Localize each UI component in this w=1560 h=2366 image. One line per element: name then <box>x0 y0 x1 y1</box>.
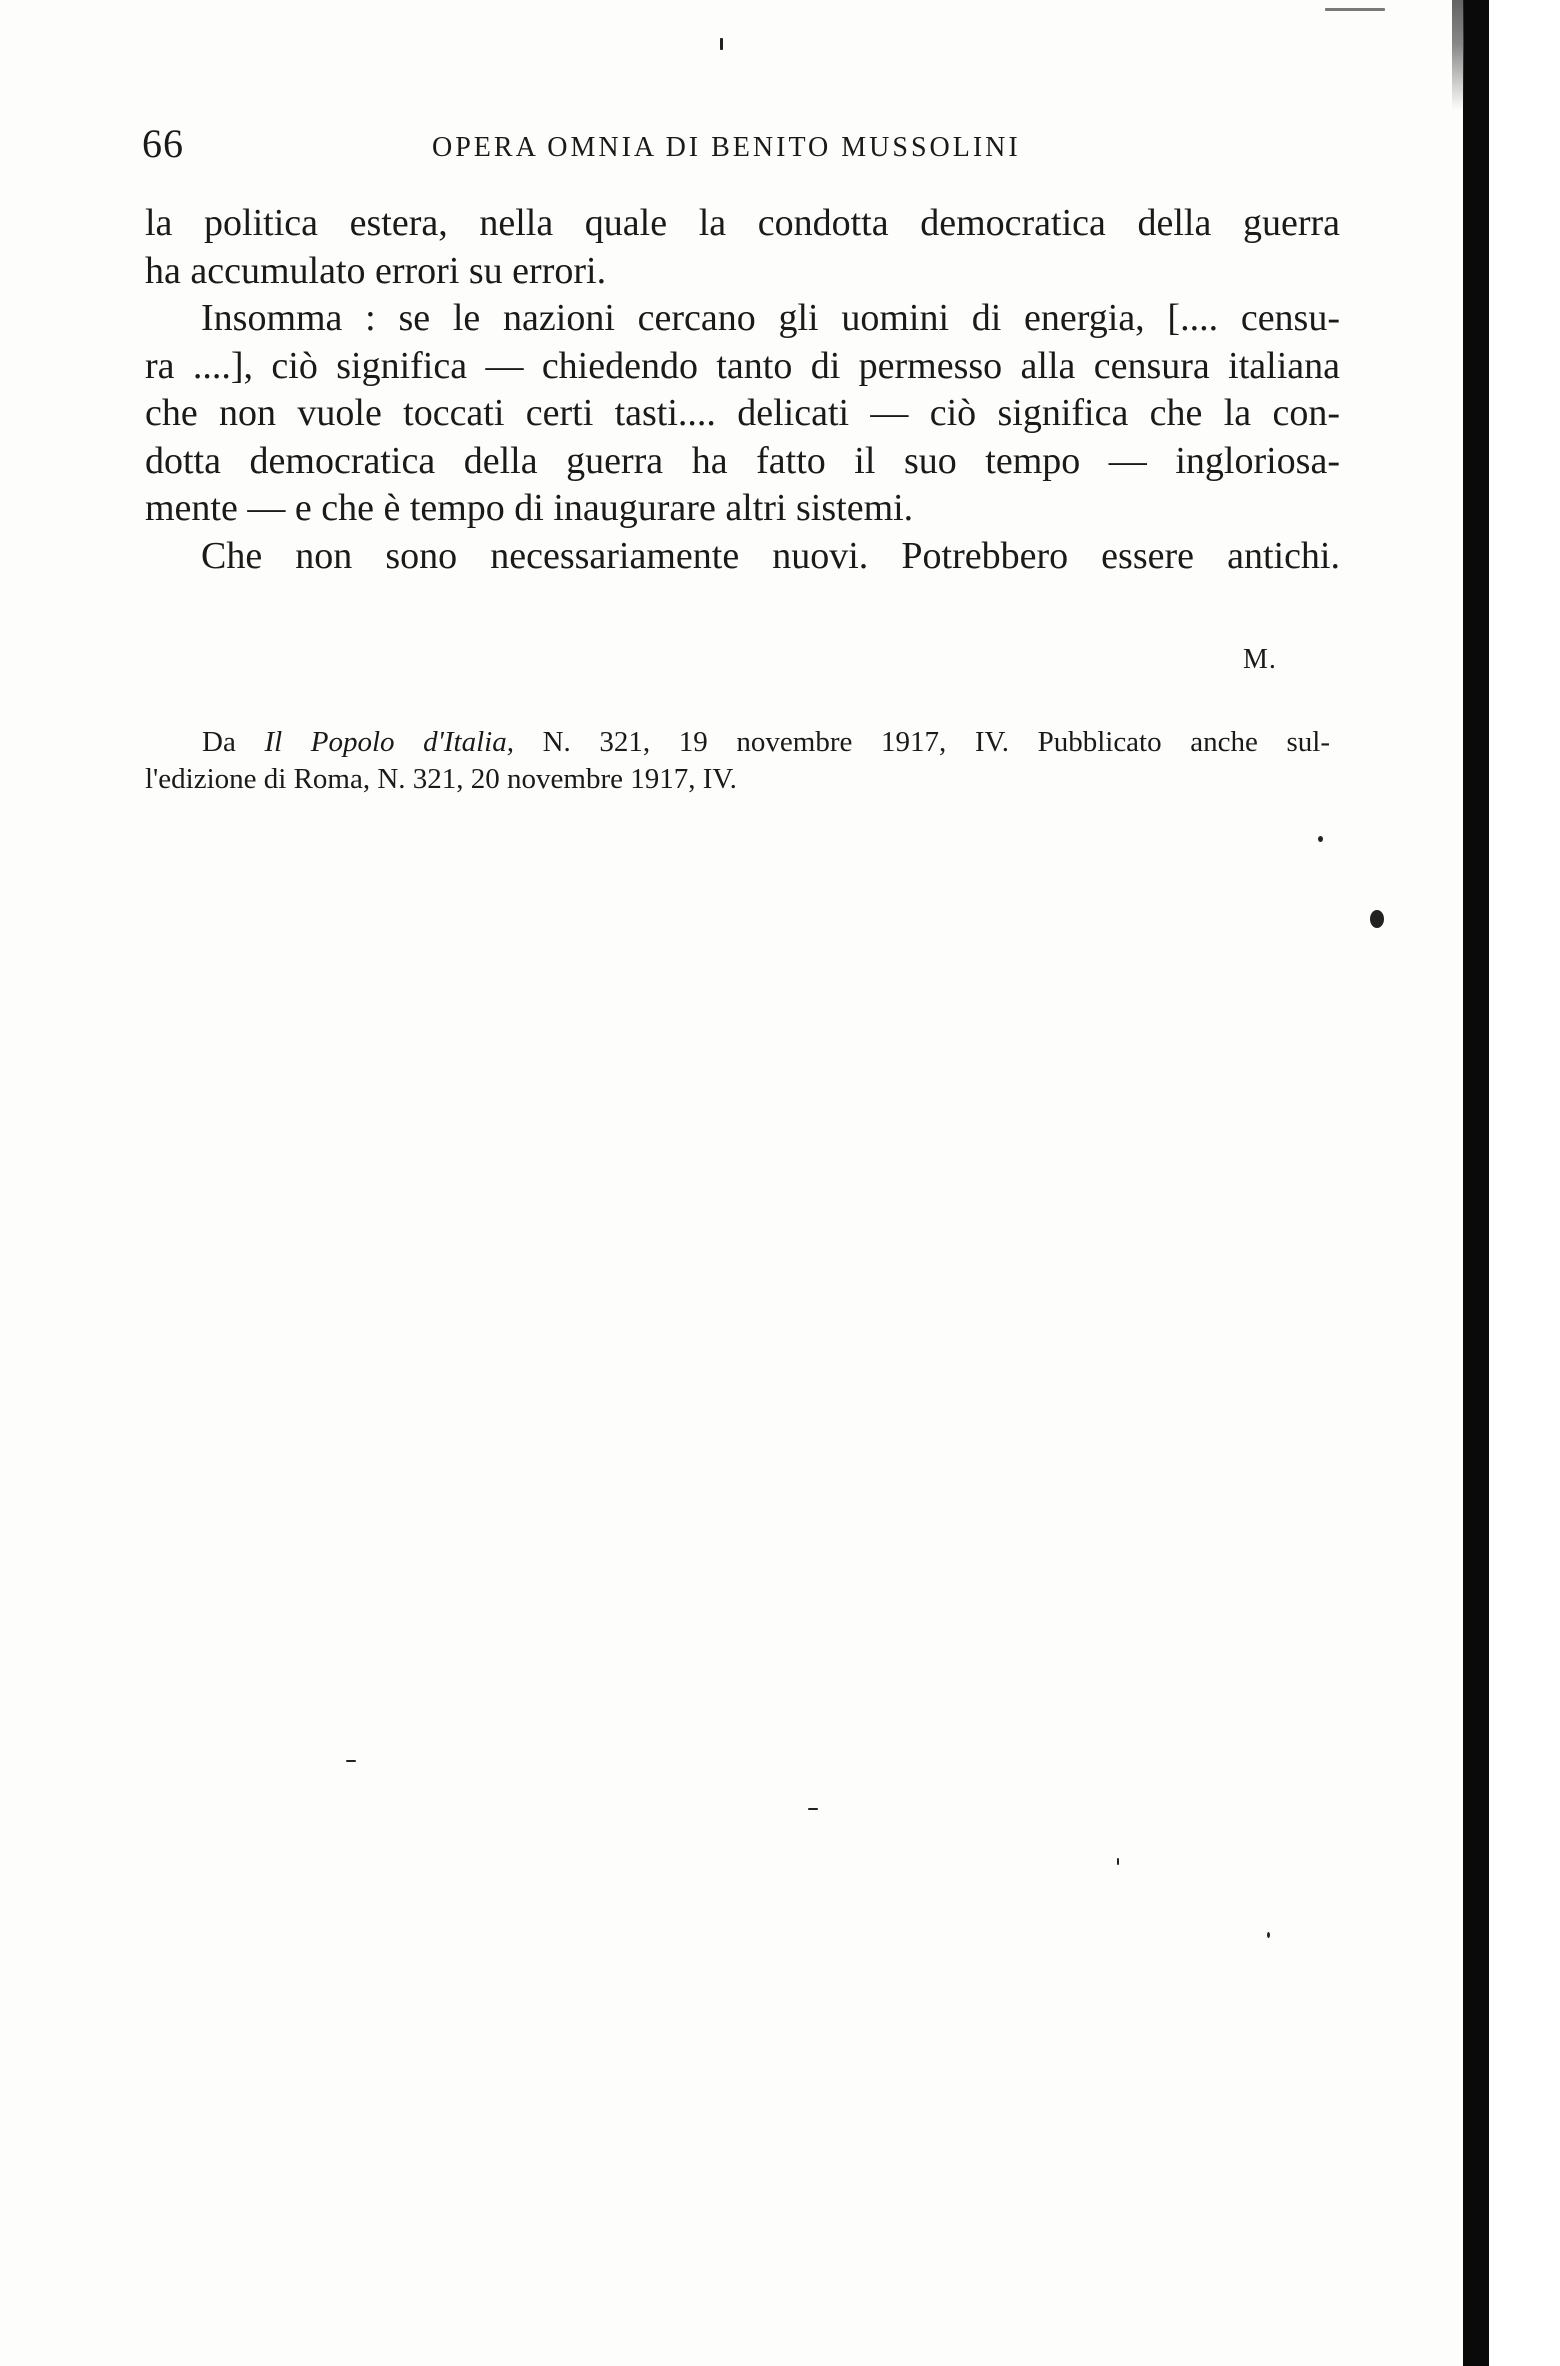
publication-title: Il Popolo d'Italia, <box>264 726 514 758</box>
paragraph-3 <box>145 533 1340 581</box>
text-line <box>145 295 1340 343</box>
text-segment: Che non sono necessariamente nuovi. Potrebbero essere antichi. <box>201 534 1340 577</box>
ink-speck <box>1267 1932 1270 1938</box>
binding-gutter <box>1489 0 1560 2366</box>
text-segment: Insomma : se le nazioni cercano gli uomini di energia, [.... censu- <box>201 297 1340 339</box>
source-note <box>145 724 1330 798</box>
source-note-line: l'edizione di Roma, N. 321, 20 novembre 1917, IV. <box>145 763 737 795</box>
text-line <box>145 533 1340 581</box>
page-number: 66 <box>142 121 184 166</box>
source-note-line <box>145 724 1330 761</box>
running-head-title: OPERA OMNIA DI BENITO MUSSOLINI <box>432 132 1021 163</box>
text-line: mente — e che è tempo di inaugurare altri sistemi. <box>145 487 914 529</box>
binding-edge-shadow <box>1463 0 1489 2366</box>
ink-speck <box>1325 8 1385 11</box>
ink-speck <box>720 38 723 50</box>
ink-speck <box>1318 836 1323 842</box>
author-signature: M. <box>1243 644 1277 675</box>
text-line: dotta democratica della guerra ha fatto il suo tempo — ingloriosa- <box>145 439 1340 482</box>
text-line: la politica estera, nella quale la condotta democratica della guerra <box>145 202 1340 244</box>
body-text <box>145 200 1340 580</box>
running-head <box>142 118 1342 178</box>
text-line: che non vuole toccati certi tasti.... delicati — ciò significa che la con- <box>145 392 1340 434</box>
ink-speck <box>1370 910 1384 928</box>
ink-speck <box>1117 1858 1119 1865</box>
ink-speck <box>808 1808 818 1810</box>
paragraph-1 <box>145 200 1340 295</box>
text-line: ra ....], ciò significa — chiedendo tanto di permesso alla censura italiana <box>145 344 1340 387</box>
source-prefix: Da <box>202 726 265 758</box>
binding-edge-fray <box>1452 0 1464 110</box>
paragraph-2 <box>145 295 1340 533</box>
text-line: ha accumulato errori su errori. <box>145 249 607 292</box>
ink-speck <box>346 1760 356 1762</box>
source-details: N. 321, 19 novembre 1917, IV. Pubblicato anche sul- <box>513 726 1330 758</box>
